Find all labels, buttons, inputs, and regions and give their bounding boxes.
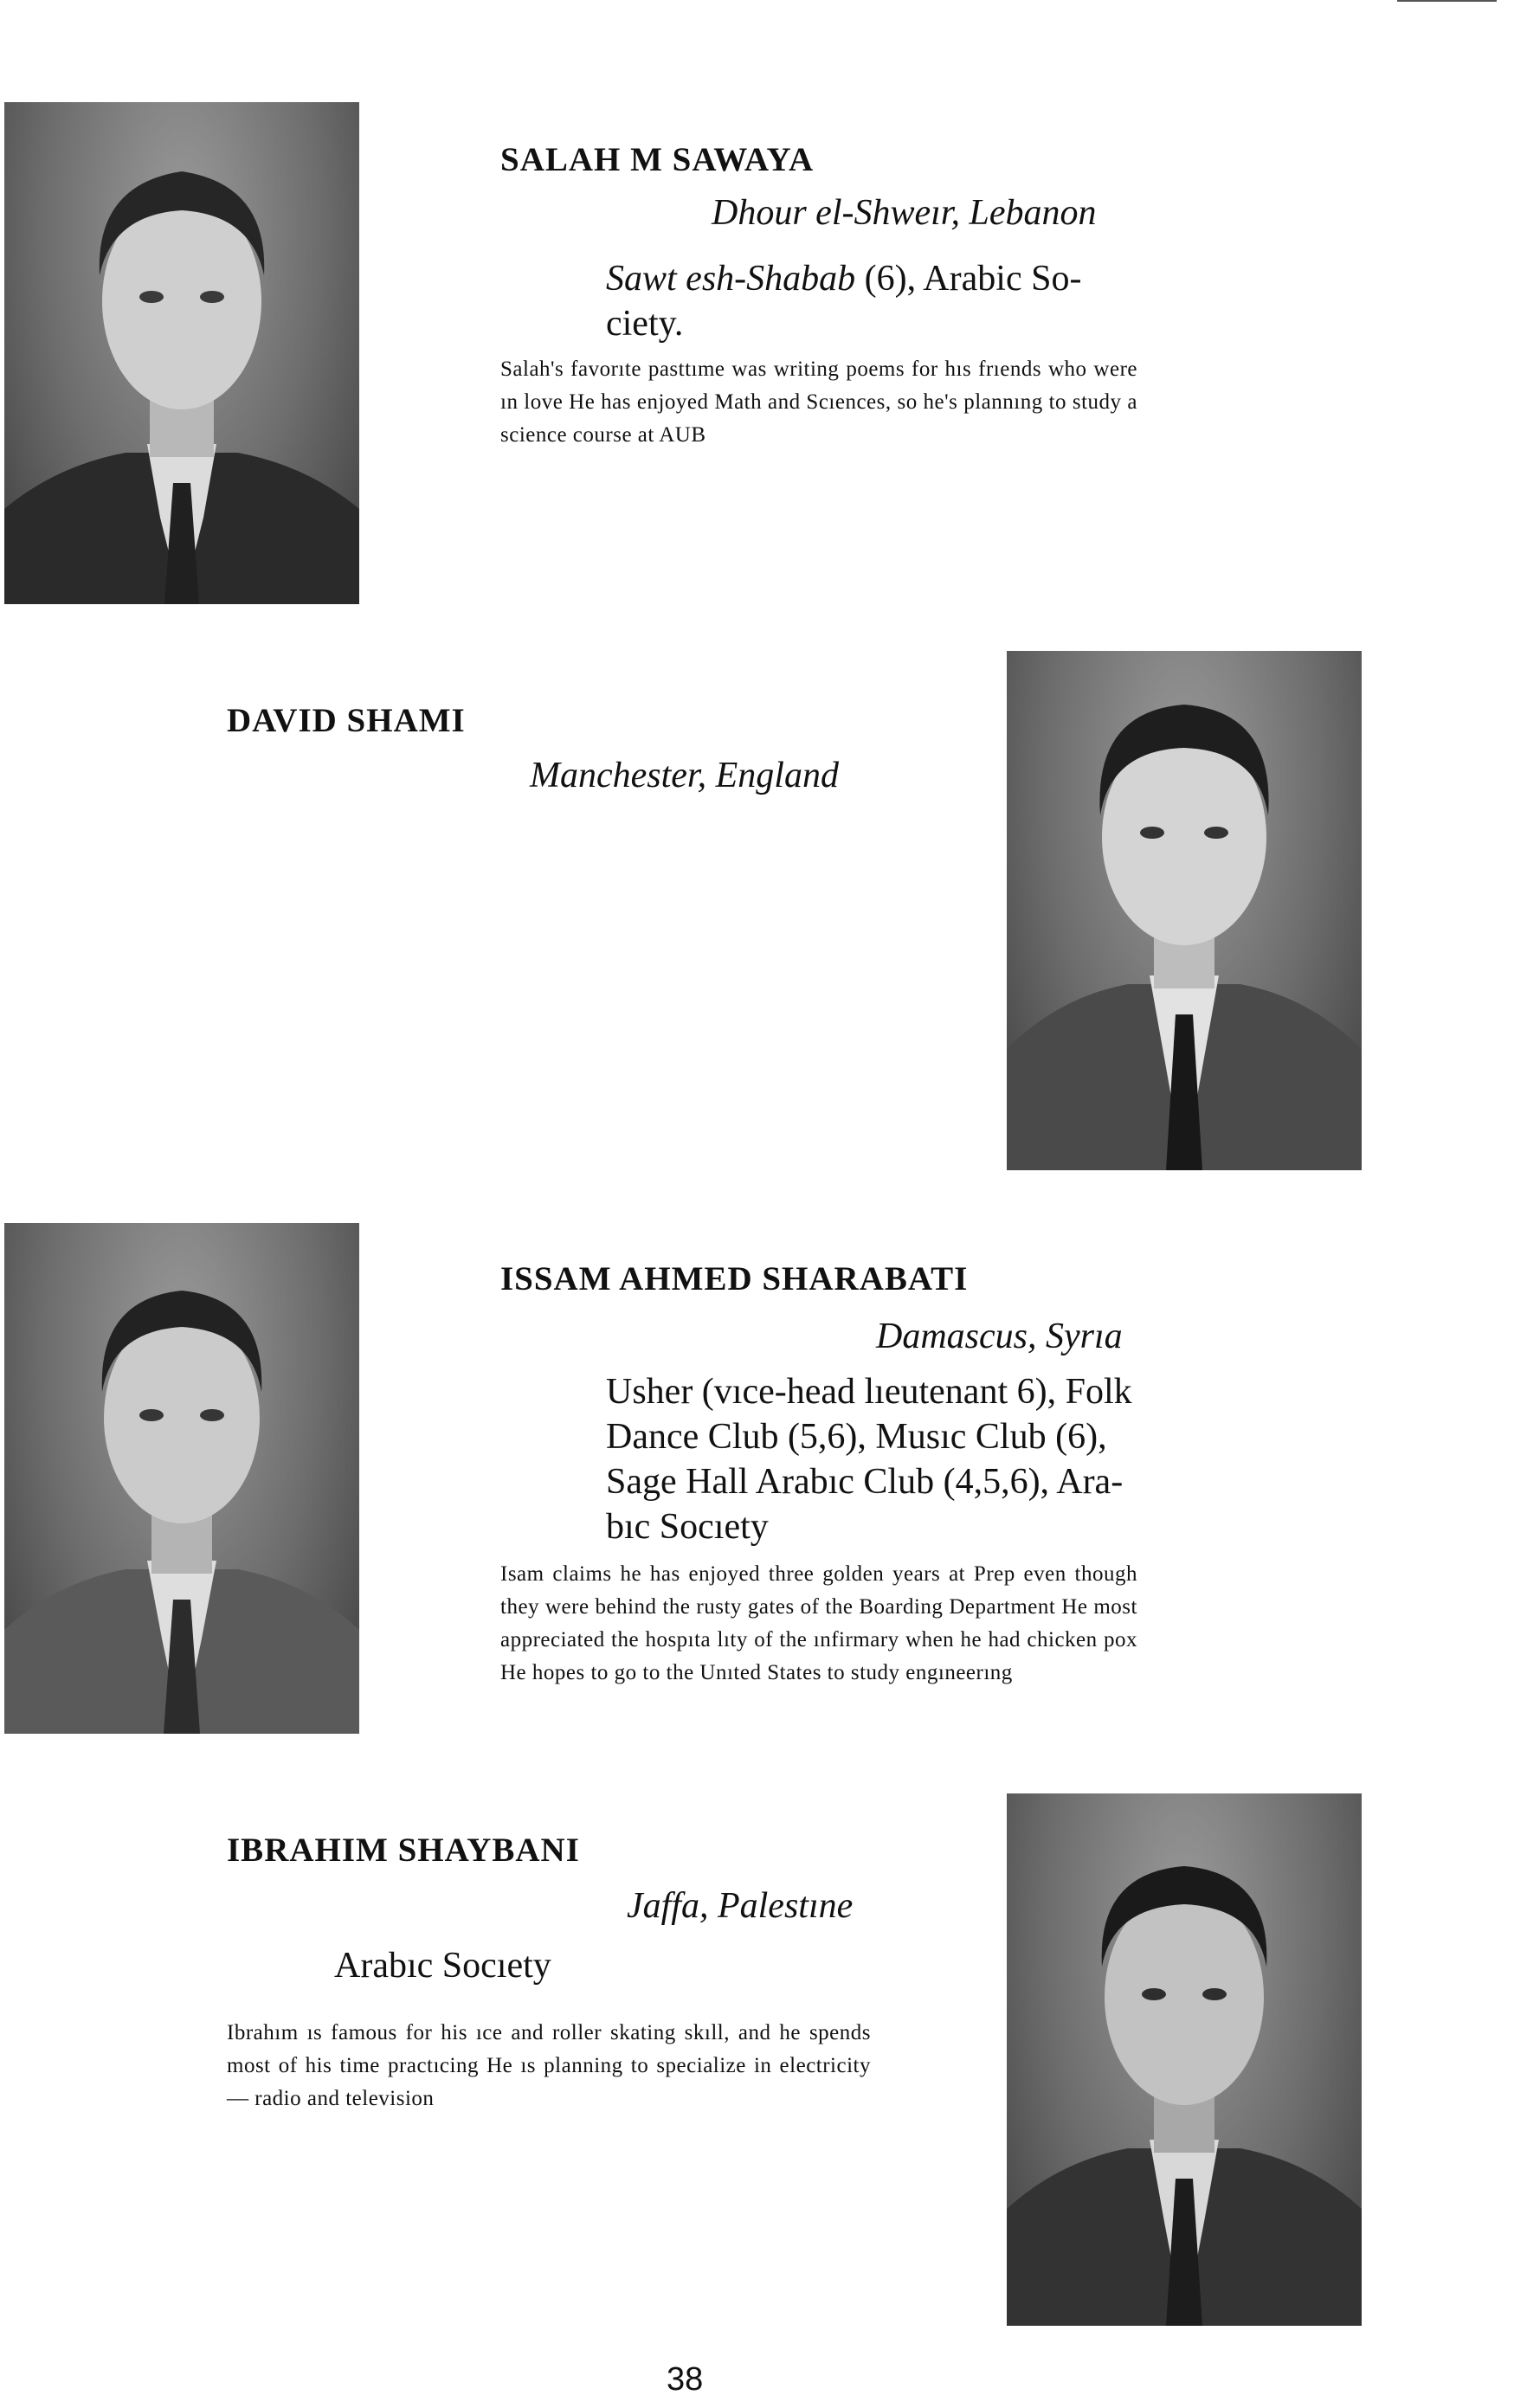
student-bio: Ibrahım ıs famous for his ıce and roller skating skıll, and he spends most of his time practıcing He ıs planning to specialize in electricity — radio and television	[227, 2021, 871, 2110]
student-name: SALAH M SAWAYA	[500, 141, 815, 178]
portrait-salah-sawaya	[4, 102, 359, 604]
student-hometown: Dhour el-Shweır, Lebanon	[712, 193, 1097, 233]
student-name: DAVID SHAMI	[227, 702, 466, 739]
portrait-issam-sharabati	[4, 1223, 359, 1734]
portrait-photo-icon	[1007, 651, 1362, 1170]
student-hometown: Jaffa, Palestıne	[627, 1886, 854, 1926]
student-bio: Isam claims he has enjoyed three golden years at Prep even though they were behind the rusty gates of the Boarding Department He most appreciated the hospıta lıty of the ınfirmary when he had chicken pox He hopes to go to the Unıted States to study engıneerıng	[500, 1562, 1137, 1684]
activity-list: (6), Arabic So-ciety.	[606, 259, 1082, 344]
student-name: IBRAHIM SHAYBANI	[227, 1832, 580, 1869]
top-edge-rule	[1397, 0, 1497, 2]
portrait-photo-icon	[4, 1223, 359, 1734]
student-activities: Usher (vıce-head lıeutenant 6), Folk Dance Club (5,6), Musıc Club (6), Sage Hall Arabıc Club (4,5,6), Ara-bıc Socıety	[606, 1372, 1132, 1547]
student-activities: Arabıc Socıety	[334, 1946, 551, 1986]
page-number: 38	[667, 2361, 704, 2398]
portrait-david-shami	[1007, 651, 1362, 1170]
student-hometown: Damascus, Syrıa	[876, 1317, 1123, 1356]
portrait-ibrahim-shaybani	[1007, 1793, 1362, 2326]
student-activities	[606, 256, 1136, 346]
student-hometown: Manchester, England	[530, 756, 839, 795]
portrait-photo-icon	[1007, 1793, 1362, 2326]
student-name: ISSAM AHMED SHARABATI	[500, 1260, 969, 1297]
student-bio: Salah's favorıte pasttıme was writing poems for hıs frıends who were ın love He has enjoyed Math and Scıences, so he's plannıng to study a science course at AUB	[500, 357, 1137, 447]
activity-title: Sawt esh-Shabab	[606, 259, 856, 299]
portrait-photo-icon	[4, 102, 359, 604]
